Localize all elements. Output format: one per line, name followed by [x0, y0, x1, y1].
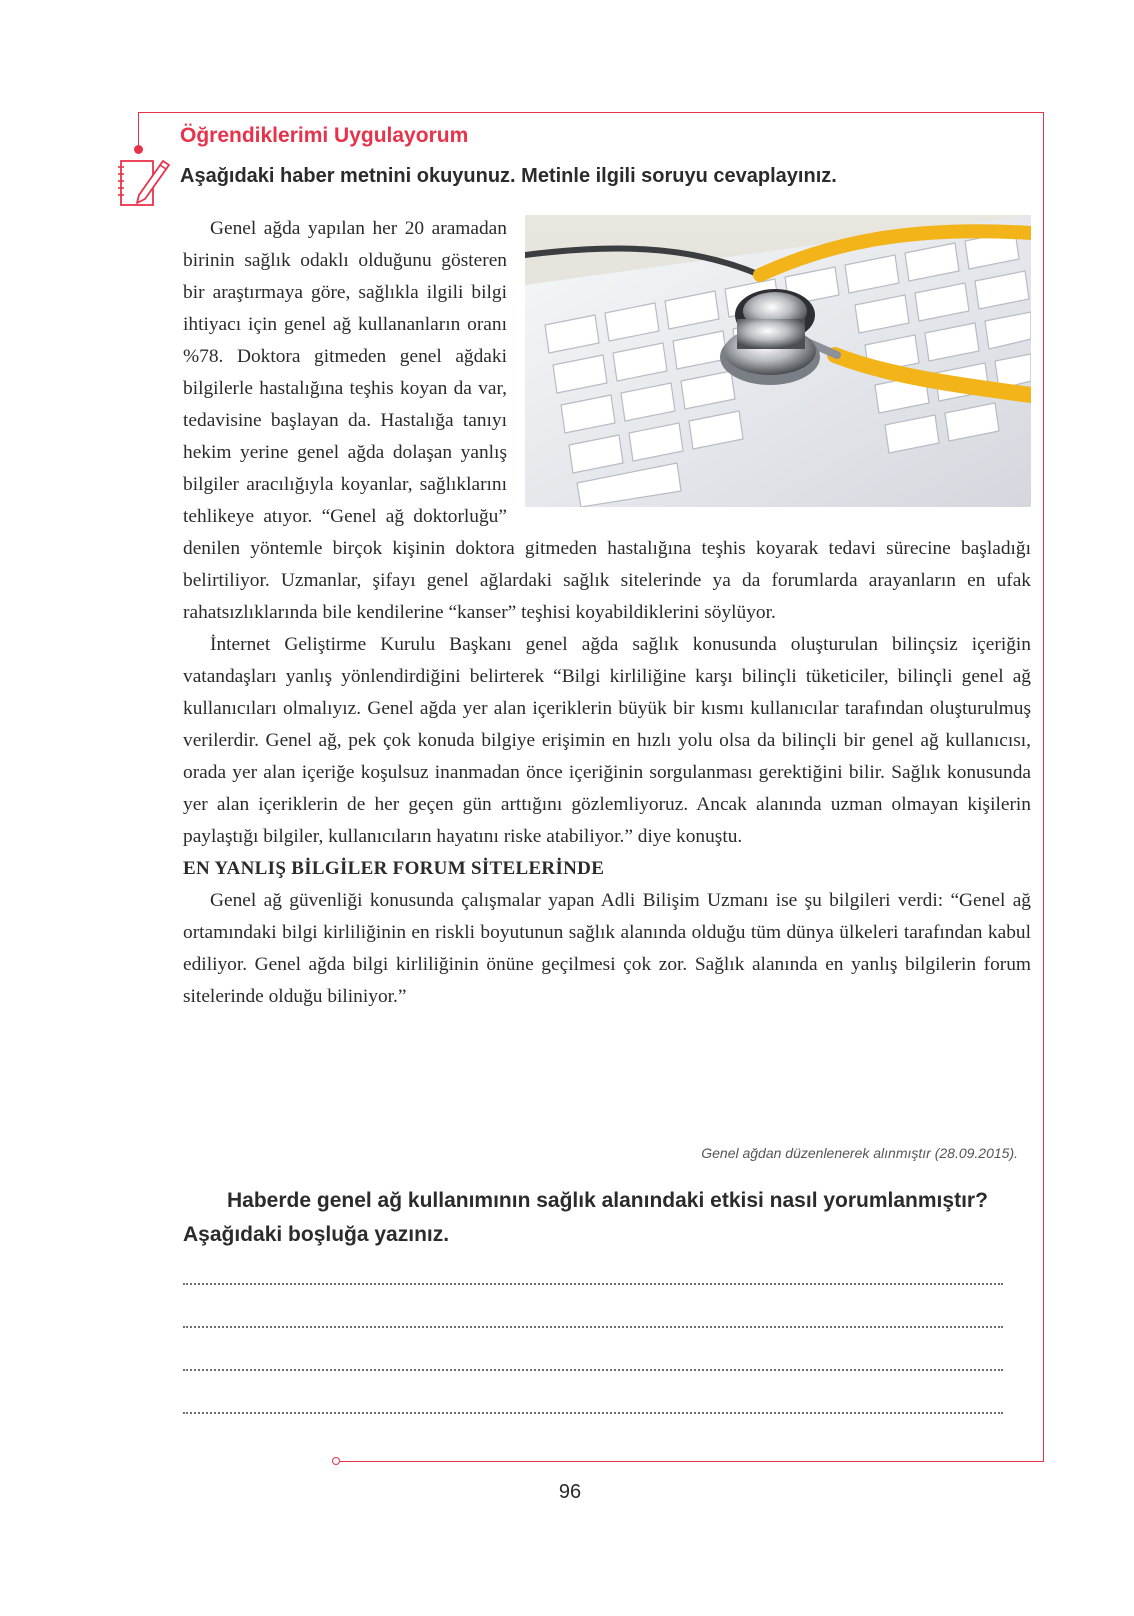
frame-top-line [138, 112, 1044, 113]
answer-line-1[interactable] [183, 1283, 1003, 1285]
article-subheading: EN YANLIŞ BİLGİLER FORUM SİTELERİNDE [183, 858, 605, 879]
frame-bottom-dot [332, 1457, 340, 1465]
frame-left-line [138, 112, 139, 148]
frame-bottom-line [340, 1461, 1044, 1462]
notebook-pencil-icon [117, 155, 173, 213]
article-paragraph-2: İnternet Geliştirme Kurulu Başkanı genel ağda sağlık konusunda oluşturulan bilinçsiz içeriğin vatandaşları yanlış yönlendirdiğini belirterek “Bilgi kirliliğine karşı bilinçli tüketiciler, bilinçli genel ağ kullanıcıları olmalıyız. Genel ağda yer alan içeriklerin büyük bir kısmı kullanıcılar tarafından oluşturulmuş verilerdir. Genel ağ, pek çok konuda bilgiye erişimin en hızlı yolu olsa da bilinçli bir genel ağ kullanıcısı, orada yer alan içeriğe koşulsuz inanmadan önce içeriğinin sorgulanması gerektiğini bilir. Sağlık konusunda yer alan içeriklerin de her geçen gün arttığını gözlemliyoruz. Ancak alanında uzman olmayan kişilerin paylaştığı bilgiler, kullanıcıların hayatını riske atabiliyor.” diye konuştu. [183, 634, 1031, 847]
answer-line-2[interactable] [183, 1326, 1003, 1328]
article-paragraph-3: Genel ağ güvenliği konusunda çalışmalar yapan Adli Bilişim Uzmanı ise şu bilgileri verdi: “Genel ağ ortamındaki bilgi kirliliğinin en riskli boyutunun sağlık alanında olduğu tüm dünya ülkeleri tarafından kabul ediliyor. Genel ağda bilgi kirliliğinin önüne geçilmesi çok zor. Sağlık alanında en yanlış bilgilerin forum sitelerinde olduğu biliniyor.” [183, 890, 1031, 1007]
news-article [183, 213, 1031, 1013]
frame-right-line [1043, 112, 1044, 1461]
answer-line-4[interactable] [183, 1412, 1003, 1414]
question-text: Haberde genel ağ kullanımının sağlık alanındaki etkisi nasıl yorumlanmıştır? Aşağıdaki boşluğa yazınız. [183, 1189, 988, 1246]
article-paragraph-1: Genel ağda yapılan her 20 aramadan birinin sağlık odaklı olduğunu gösteren bir araştırmaya göre, sağlıkla ilgili bilgi ihtiyacı için genel ağ kullananların oranı %78. Doktora gitmeden genel ağdaki bilgilerle hastalığına teşhis koyan da var, tedavisine başlayan da. Hastalığa tanıyı hekim yerine genel ağda dolaşan yanlış bilgiler aracılığıyla koyanlar, sağlıklarını tehlikeye atıyor. “Genel ağ doktorluğu” denilen yöntemle birçok kişinin doktora gitmeden hastalığına teşhis koyarak tedavi sürecine başladığı belirtiliyor. Uzmanlar, şifayı genel ağlardaki sağlık sitelerinde ya da forumlarda arayanların en ufak rahatsızlıklarında bile kendilerine “kanser” teşhisi koyabildiklerini söylüyor. [183, 218, 1031, 623]
stethoscope-on-keyboard-photo [525, 215, 1031, 507]
answer-line-3[interactable] [183, 1369, 1003, 1371]
frame-corner-dot [134, 145, 143, 154]
source-citation: Genel ağdan düzenlenerek alınmıştır (28.09.2015). [701, 1145, 1018, 1161]
instruction-text: Aşağıdaki haber metnini okuyunuz. Metinle ilgili soruyu cevaplayınız. [180, 165, 837, 187]
section-label: Öğrendiklerimi Uygulayorum [180, 124, 469, 147]
page-number: 96 [558, 1481, 582, 1503]
